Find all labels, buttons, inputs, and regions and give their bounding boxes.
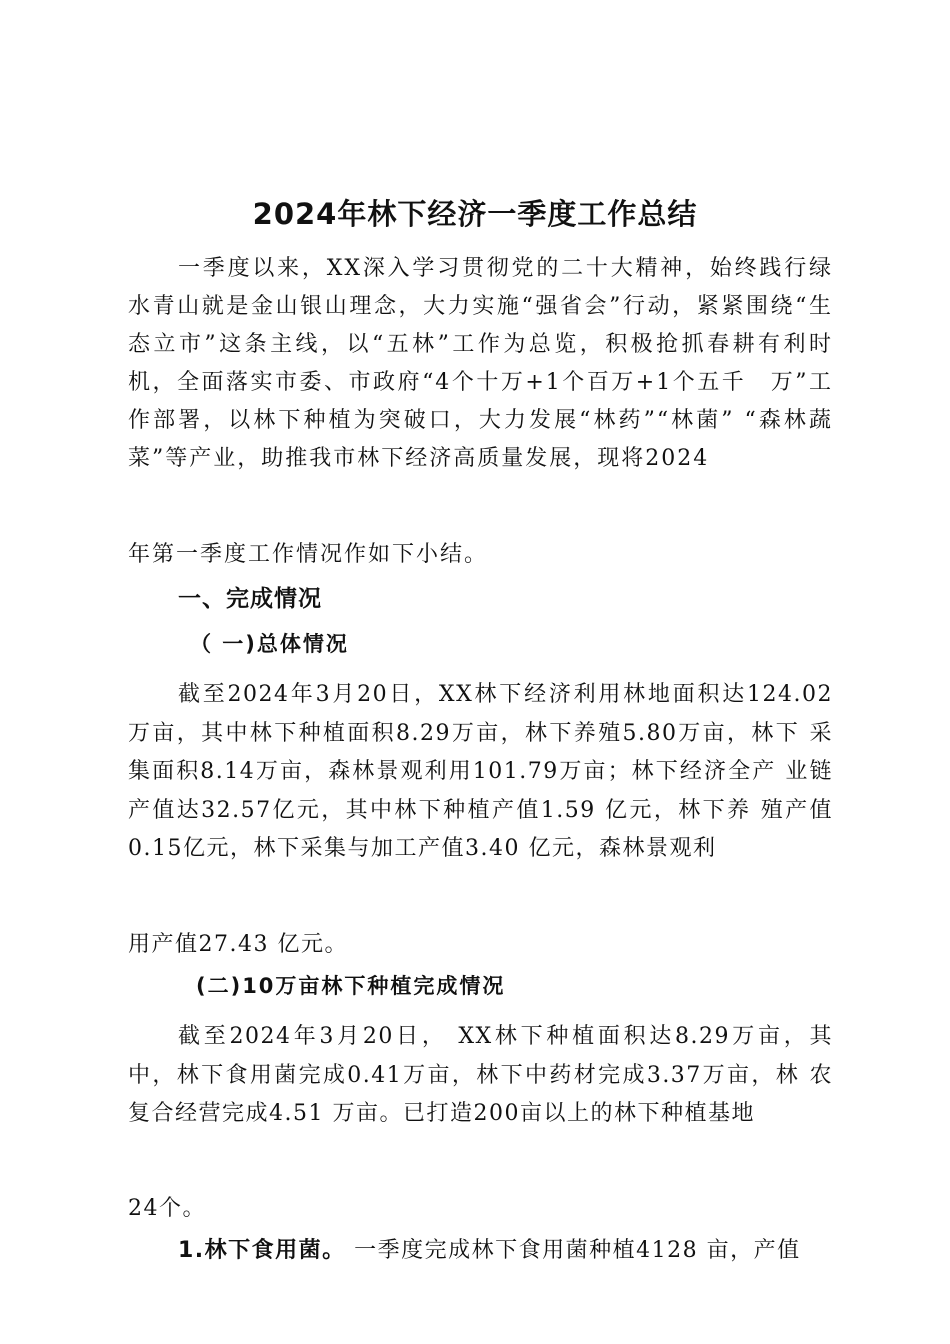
- document-title: 2024年林下经济一季度工作总结: [252, 197, 698, 231]
- intro-paragraph-tail: 年第一季度工作情况作如下小结。: [128, 542, 489, 567]
- planting-paragraph-tail: 24个。: [128, 1196, 206, 1221]
- planting-paragraph: 截至2024年3月20日， XX林下种植面积达8.29万亩，其 中，林下食用菌完成0.41万亩，林下中药材完成3.37万亩，林 农复合经营完成4.51 万亩。已打造200亩以上的林下种植基地: [128, 1024, 833, 1126]
- overall-paragraph: 截至2024年3月20日，XX林下经济利用林地面积达124.02 万亩，其中林下种植面积8.29万亩，林下养殖5.80万亩，林下 采集面积8.14万亩，森林景观利用101.79万亩；林下经济全产 业链产值达32.57亿元，其中林下种植产值1.59 亿元，林下养 殖产值0.15亿元，林下采集与加工产值3.40 亿元，森林景观利: [128, 682, 833, 861]
- item-edible-fungi-text: 一季度完成林下食用菌种植4128 亩，产值: [345, 1238, 801, 1263]
- overall-paragraph-tail: 用产值27.43 亿元。: [128, 932, 348, 957]
- item-edible-fungi-paragraph: [128, 1232, 833, 1270]
- subsection-heading-planting: (二)10万亩林下种植完成情况: [196, 974, 506, 998]
- subsection-heading-overall: （ 一)总体情况: [190, 632, 349, 656]
- intro-paragraph: 一季度以来，XX深入学习贯彻党的二十大精神，始终践行绿水青山就是金山银山理念，大力实施“强省会”行动，紧紧围绕“生态立市”这条主线，以“五林”工作为总览，积极抢抓春耕有利时机，全面落实市委、市政府“4个十万+1个百万+1个五千 万”工作部署，以林下种植为突破口，大力发展“林药”“林菌” “森林蔬菜”等产业，助推我市林下经济高质量发展，现将2024: [128, 256, 833, 471]
- item-edible-fungi-lead: 1.林下食用菌。: [178, 1238, 346, 1263]
- section-heading-completion: 一、完成情况: [178, 586, 322, 612]
